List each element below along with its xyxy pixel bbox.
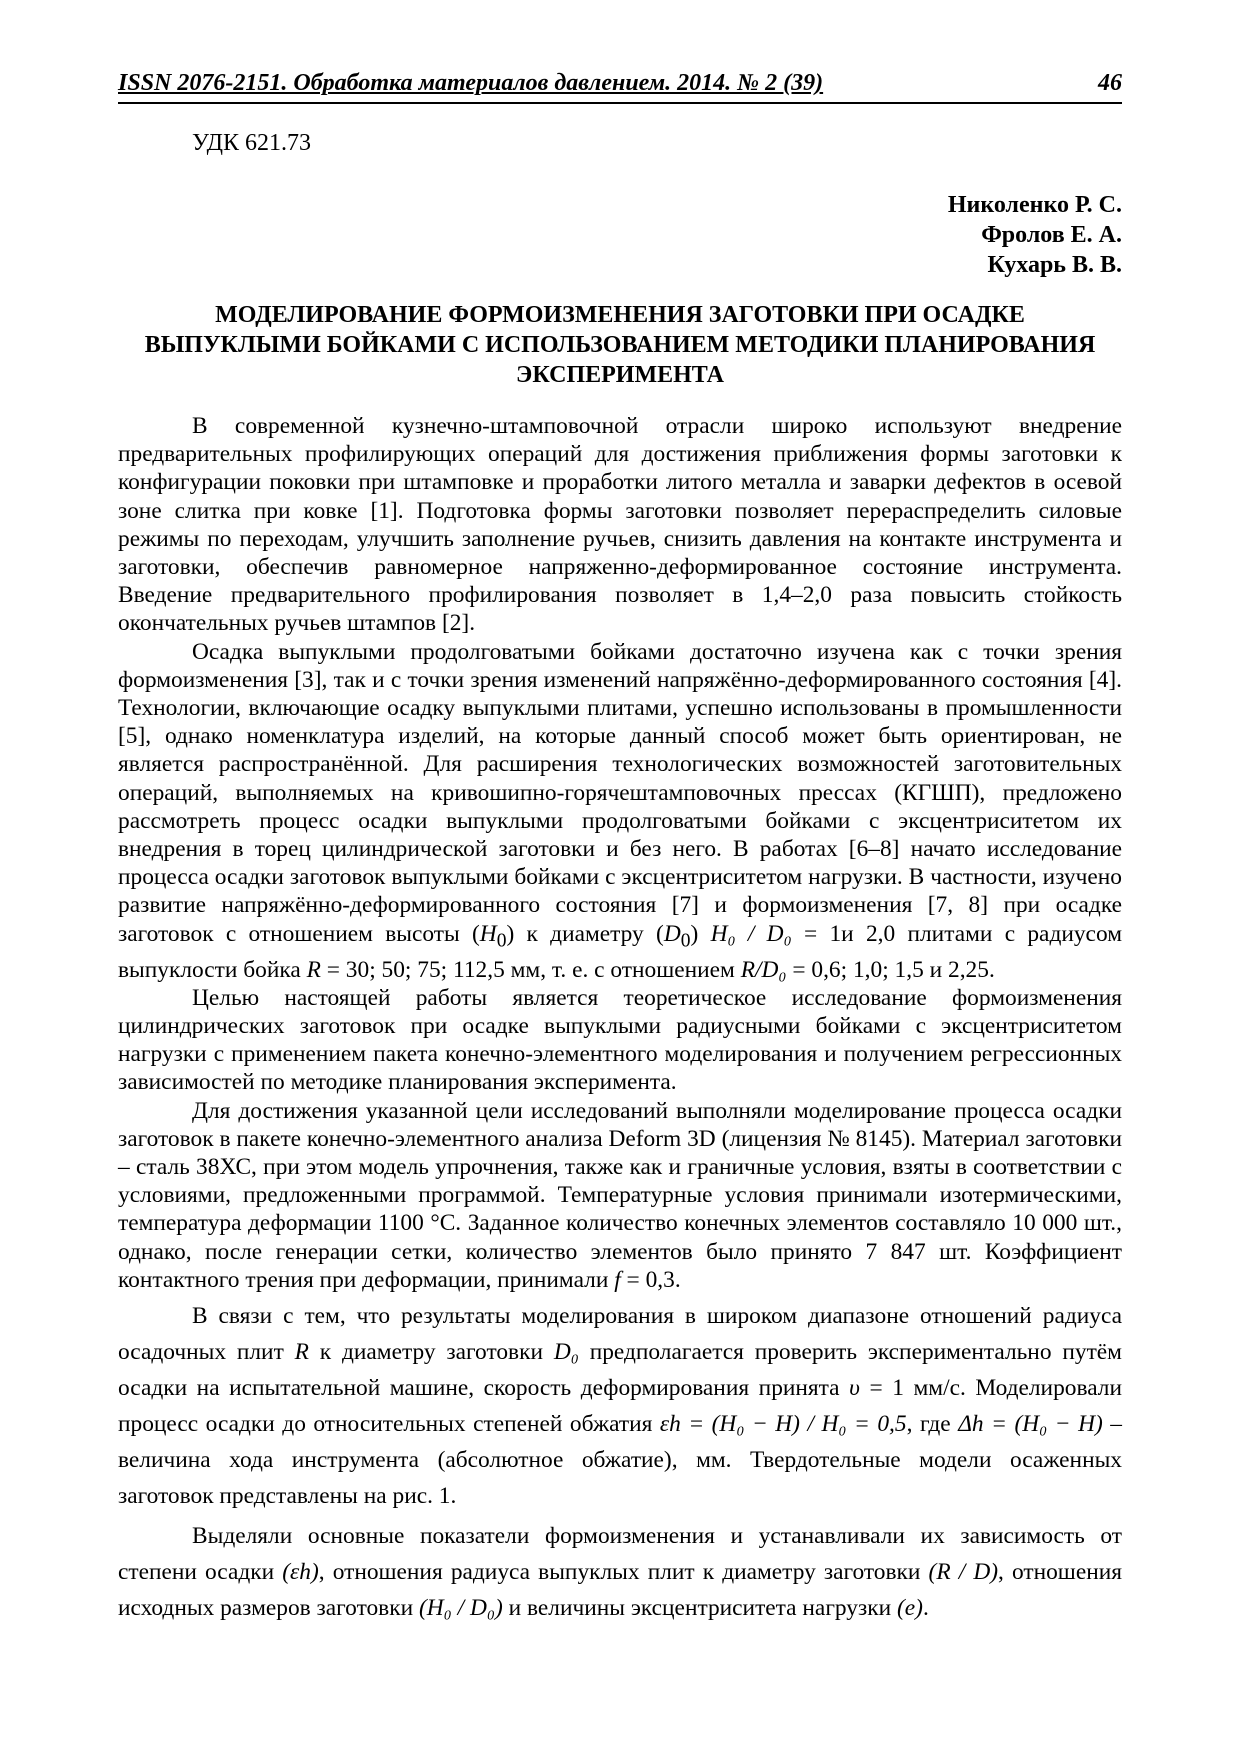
page-number: 46 bbox=[1098, 70, 1122, 96]
paragraph: Целью настоящей работы является теоретическое исследование формоизменения цилиндрических заготовок при осадке выпуклыми радиусными бойками с эксцентриситетом нагрузки с применением пакета конечно-элементного моделирования и получением регрессионных зависимостей по методике планирования эксперимента. bbox=[118, 984, 1122, 1096]
paragraph: Выделяли основные показатели формоизменения и устанавливали их зависимость от степени осадки (εh), отношения радиуса выпуклых плит к диаметру заготовки (R / D), отношения исходных размеров заготовки (H₀ / D₀) и величины эксцентриситета нагрузки (e). bbox=[118, 1522, 1122, 1621]
paragraph: В связи с тем, что результаты моделирования в широком диапазоне отношений радиуса осадочных плит R к диаметру заготовки D₀ предполагается проверить экспериментально путём осадки на испытательной машине, скорость деформирования принята υ = 1 мм/с. Моделировали процесс осадки до относительных степеней обжатия εh = (H₀ − H) / H₀ = 0,5, где Δh = (H₀ − H) – величина хода инструмента (абсолютное обжатие), мм. Твердотельные модели осаженных заготовок представлены на рис. 1. bbox=[118, 1302, 1122, 1509]
paragraph: В современной кузнечно-штамповочной отрасли широко используют внедрение предварительных профилирующих операций для достижения приближения формы заготовки к конфигурации поковки при штамповке и проработки литого металла и заварки дефектов в осевой зоне слитка при ковке [1]. Подготовка формы заготовки позволяет перераспределить силовые режимы по переходам, улучшить заполнение ручьев, снизить давления на контакте инструмента и заготовки, обеспечив равномерное напряженно-деформированное состояние инструмента. Введение предварительного профилирования позволяет в 1,4–2,0 раза повысить стойкость окончательных ручьев штампов [2]. bbox=[118, 413, 1122, 637]
title-line: ЭКСПЕРИМЕНТА bbox=[516, 362, 724, 388]
article-title bbox=[118, 300, 1122, 390]
title-line: МОДЕЛИРОВАНИЕ ФОРМОИЗМЕНЕНИЯ ЗАГОТОВКИ ПРИ ОСАДКЕ bbox=[215, 302, 1025, 328]
journal-citation: ISSN 2076-2151. Обработка материалов давлением. 2014. № 2 (39) bbox=[118, 70, 824, 96]
paragraph: Для достижения указанной цели исследований выполняли моделирование процесса осадки заготовок в пакете конечно-элементного анализа Deform 3D (лицензия № 8145). Материал заготовки – сталь 38ХС, при этом модель упрочнения, также как и граничные условия, взяты в соответствии с условиями, предложенными программой. Температурные условия принимали изотермическими, температура деформации 1100 °С. Заданное количество конечных элементов составляло 10 000 шт., однако, после генерации сетки, количество элементов было принято 7 847 шт. Коэффициент контактного трения при деформации, принимали f = 0,3. bbox=[118, 1097, 1122, 1293]
journal-header bbox=[118, 70, 1122, 104]
author-name: Фролов Е. А. bbox=[981, 222, 1122, 248]
authors-block bbox=[948, 190, 1122, 280]
article-body bbox=[118, 412, 1122, 1626]
author-name: Кухарь В. В. bbox=[987, 252, 1122, 278]
udk-code: УДК 621.73 bbox=[192, 130, 311, 156]
title-line: ВЫПУКЛЫМИ БОЙКАМИ С ИСПОЛЬЗОВАНИЕМ МЕТОДИКИ ПЛАНИРОВАНИЯ bbox=[144, 332, 1096, 358]
author-name: Николенко Р. С. bbox=[947, 192, 1122, 218]
paragraph: Осадка выпуклыми продолговатыми бойками достаточно изучена как с точки зрения формоизменения [3], так и с точки зрения изменений напряжённо-деформированного состояния [4]. Технологии, включающие осадку выпуклыми плитами, успешно использованы в промышленности [5], однако номенклатура изделий, на которые данный способ может быть ориентирован, не является распространённой. Для расширения технологических возможностей заготовительных операций, выполняемых на кривошипно-горячештамповочных прессах (КГШП), предложено рассмотреть процесс осадки выпуклыми продолговатыми бойками с эксцентриситетом их внедрения в торец цилиндрической заготовки и без него. В работах [6–8] начато исследование процесса осадки заготовок выпуклыми бойками с эксцентриситетом нагрузки. В частности, изучено развитие напряжённо-деформированного состояния [7] и формоизменения [7, 8] при осадке заготовок с отношением высоты $(H_0)$ к диаметру $(D_0)$ H₀ / D₀ = 1и 2,0 плитами с радиусом выпуклости бойка R = 30; 50; 75; 112,5 мм, т. е. с отношением R/D₀ = 0,6; 1,0; 1,5 и 2,25. bbox=[118, 638, 1122, 983]
